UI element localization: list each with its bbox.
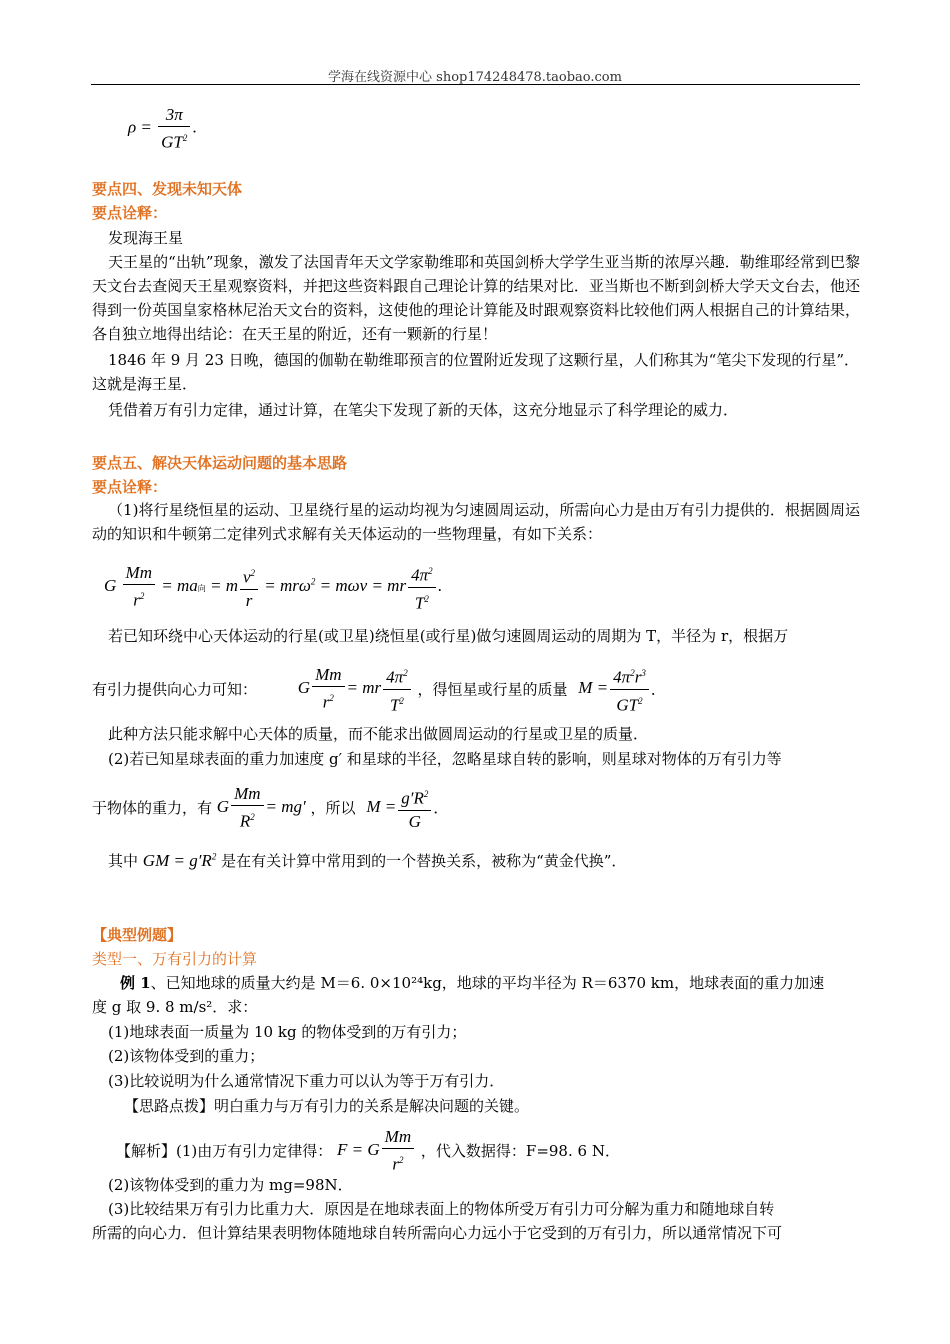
eq-f1-num: Mm: [123, 562, 155, 585]
eq-f2-den: r: [245, 590, 253, 610]
eq-newton-gravity: F = G $\frac{Mm}{r^2}$: [337, 1140, 416, 1159]
hint: 【思路点拨】明白重力与万有引力的关系是解决问题的关键。: [124, 1097, 530, 1115]
density-denominator: [158, 127, 190, 154]
eq-golden: GM = $g'R^2$: [142, 851, 217, 870]
para2-text-c: ，得恒星或行星的质量: [417, 680, 568, 699]
eq-m: = m: [209, 576, 238, 596]
example1-label: 例 1: [120, 974, 151, 992]
eq-ma-sub: 向: [197, 584, 206, 594]
para5-text-a: 其中: [108, 852, 139, 870]
example1-line1: [92, 972, 824, 993]
section5-para4-line: [92, 783, 448, 833]
density-numerator: 3π: [158, 104, 190, 127]
eq-f2-num: $v^2$: [240, 562, 258, 590]
section5-title: 要点五、解决天体运动问题的基本思路: [92, 454, 348, 472]
eq-f1-den: $r^2$: [133, 590, 145, 610]
eq-g: G: [104, 576, 117, 596]
main-equation: [104, 560, 442, 614]
section4-para1: 天王星的“出轨”现象，激发了法国青年天文学家勒维耶和英国剑桥大学学生亚当斯的浓厚兴趣．勒维耶经常到巴黎天文台去查阅天王星观察资料，并把这些资料跟自己理论计算的结果对比．亚当斯也不断到剑桥大学天文台去，他还得到一份英国皇家格林尼治天文台的资料，这使他的理论计算能及时跟观察资料比较他们两人根据自己的计算结果，各自独立地得出结论：在天王星的附近，还有一颗新的行星！: [92, 253, 860, 343]
eq-mass-lhs: G $\frac{Mm}{r^2}$ = mr $\frac{4\pi^2}{T^2}$: [298, 678, 413, 697]
para4-text-d: ．: [433, 799, 449, 818]
page-header: 学海在线资源中心 shop174248478.taobao.com: [328, 70, 622, 85]
para4-text-c: ，所以: [310, 799, 356, 818]
solution-1: [116, 1126, 620, 1176]
para2-text-d: ．: [650, 680, 666, 699]
section5-para4a: (2)若已知星球表面的重力加速度 g′ 和星球的半径，忽略星球自转的影响，则星球对物体的万有引力等: [108, 750, 782, 768]
question-3: (3)比较说明为什么通常情况下重力可以认为等于万有引力．: [108, 1072, 505, 1090]
density-end: .: [192, 117, 197, 137]
section4-subtitle: 发现海王星: [108, 229, 184, 247]
section5-para2a: 若已知环绕中心天体运动的行星(或卫星)绕恒星(或行星)做匀速圆周运动的周期为 T，半径为 r，根据万: [108, 627, 789, 645]
para5-text-b: 是在有关计算中常用到的一个替换关系，被称为“黄金代换”．: [221, 852, 627, 870]
eq-mass-result: M = $\frac{4\pi^2r^3}{GT^2}$: [578, 678, 651, 697]
density-den-text: GT: [161, 132, 183, 152]
density-den-sup: 2: [182, 133, 188, 143]
section5-para2-line: [92, 662, 666, 716]
para4-text-b: 于物体的重力，有: [92, 799, 213, 818]
type1-heading: 类型一、万有引力的计算: [92, 950, 258, 968]
question-2: (2)该物体受到的重力；: [108, 1047, 265, 1065]
eq-mrw2: = mrω$^2$: [264, 576, 316, 596]
section4-title: 要点四、发现未知天体: [92, 180, 243, 198]
eq-f3-num: $4\pi^2$: [408, 560, 436, 588]
eq-end: .: [437, 576, 442, 596]
solution-2: (2)该物体受到的重力为 mg=98N．: [108, 1176, 353, 1194]
eq-mr: = mr: [371, 576, 407, 596]
section4-para3: 凭借着万有引力定律，通过计算，在笔尖下发现了新的天体，这充分地显示了科学理论的威力．: [108, 401, 739, 419]
density-fraction: [158, 104, 190, 154]
eq-f2-num-text: v: [242, 567, 251, 587]
eq-frac-4pi2-t2: [408, 560, 436, 614]
section5-label: 要点诠释：: [92, 478, 168, 496]
para2-text-b: 有引力提供向心力可知：: [92, 680, 258, 699]
eq-mwv: = mωv: [319, 576, 368, 596]
density-formula: [128, 104, 197, 154]
eq-frac-mm-r2: [123, 562, 155, 612]
solution-3-line2: 所需的向心力．但计算结果表明物体随地球自转所需向心力远小于它受到的万有引力，所以通常情况下可: [92, 1224, 783, 1242]
section5-para1: （1)将行星绕恒星的运动、卫星绕行星的运动均视为匀速圆周运动，所需向心力是由万有引力提供的．根据圆周运动的知识和牛顿第二定律列式求解有关天体运动的一些物理量，有如下关系：: [92, 501, 860, 543]
eq-f3-den: $T^2$: [414, 593, 429, 613]
eq-ma: = ma: [161, 576, 198, 596]
solution-1-text-b: ，代入数据得：F=98. 6 N．: [420, 1142, 620, 1161]
eq-frac-v2-r: [240, 562, 258, 612]
section4-label: 要点诠释：: [92, 204, 168, 222]
section4-para2: 1846 年 9 月 23 日晚，德国的伽勒在勒维耶预言的位置附近发现了这颗行星，人们称其为“笔尖下发现的行星”．这就是海王星．: [92, 351, 859, 393]
eq-gravity-mass: M = $\frac{g'R^2}{G}$: [366, 797, 433, 816]
eq-f3-num-text: 4π: [411, 565, 429, 585]
section5-para5: [108, 850, 626, 871]
example1-text: 、已知地球的质量大约是 M＝6. 0×10²⁴kg，地球的平均半径为 R＝6370 km，地球表面的重力加速: [150, 974, 825, 992]
eq-mrw-text: = mrω: [264, 576, 311, 596]
eq-f1-den-text: r: [133, 590, 140, 610]
header-rule: [91, 84, 860, 85]
question-1: (1)地球表面一质量为 10 kg 的物体受到的万有引力；: [108, 1023, 467, 1041]
solution-3-line1: (3)比较结果万有引力比重力大．原因是在地球表面上的物体所受万有引力可分解为重力和随地球自转: [108, 1200, 775, 1218]
examples-heading: 【典型例题】: [92, 926, 183, 944]
solution-1-text-a: 【解析】(1)由万有引力定律得：: [116, 1142, 333, 1161]
example1-line2: 度 g 取 9. 8 m/s²．求：: [92, 998, 258, 1016]
density-lhs: ρ =: [128, 117, 152, 137]
section5-para3: 此种方法只能求解中心天体的质量，而不能求出做圆周运动的行星或卫星的质量．: [108, 725, 649, 743]
eq-gravity: G $\frac{Mm}{R^2}$ = mg′: [216, 784, 306, 831]
eq-f3-den-text: T: [414, 593, 425, 613]
